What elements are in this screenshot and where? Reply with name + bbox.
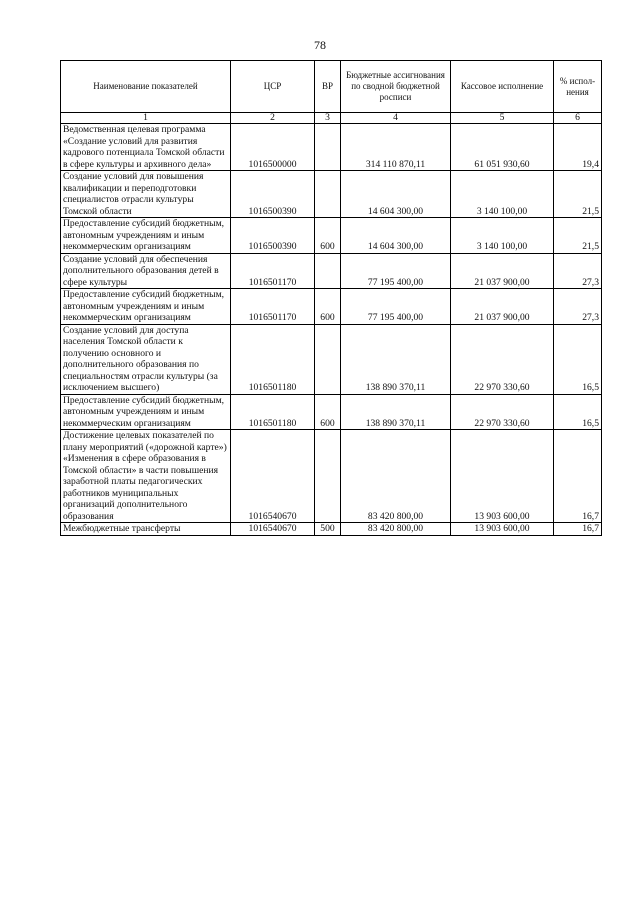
column-number: 2: [231, 113, 315, 124]
row-execution-cell: 21 037 900,00: [451, 253, 554, 289]
column-number: 6: [554, 113, 602, 124]
budget-execution-table: [60, 60, 602, 536]
table-row: [61, 289, 602, 325]
header-name: Наименование показателей: [61, 61, 231, 113]
row-vr-cell: [315, 253, 341, 289]
table-row: [61, 124, 602, 171]
row-name-cell: Ведомственная целевая программа «Создание условий для развития кадрового потенциала Томской области в сфере культуры и архивного дела»: [61, 124, 231, 171]
row-allocations-cell: 83 420 800,00: [341, 523, 451, 536]
row-name-cell: Достижение целевых показателей по плану мероприятий («дорожной карте») «Изменения в сфере образования в Томской области» в части повышения заработной платы педагогических работников муниципальных организаций дополнительного образования: [61, 430, 231, 523]
row-allocations-cell: 77 195 400,00: [341, 289, 451, 325]
row-vr-cell: [315, 171, 341, 218]
row-percent-cell: 16,5: [554, 324, 602, 394]
row-execution-cell: 22 970 330,60: [451, 394, 554, 430]
row-percent-cell: 16,7: [554, 523, 602, 536]
row-name-cell: Предоставление субсидий бюджетным, автономным учреждениям и иным некоммерческим организациям: [61, 289, 231, 325]
column-number-row: [61, 113, 602, 124]
column-number: 1: [61, 113, 231, 124]
row-name-cell: Создание условий для обеспечения дополнительного образования детей в сфере культуры: [61, 253, 231, 289]
row-percent-cell: 21,5: [554, 218, 602, 254]
header-vr: ВР: [315, 61, 341, 113]
row-allocations-cell: 77 195 400,00: [341, 253, 451, 289]
table-row: [61, 324, 602, 394]
column-number: 3: [315, 113, 341, 124]
row-vr-cell: [315, 124, 341, 171]
row-execution-cell: 22 970 330,60: [451, 324, 554, 394]
row-allocations-cell: 314 110 870,11: [341, 124, 451, 171]
row-allocations-cell: 138 890 370,11: [341, 394, 451, 430]
table-header-row: [61, 61, 602, 113]
row-vr-cell: [315, 430, 341, 523]
row-vr-cell: [315, 324, 341, 394]
row-allocations-cell: 138 890 370,11: [341, 324, 451, 394]
table-body: [61, 113, 602, 536]
row-percent-cell: 16,7: [554, 430, 602, 523]
row-execution-cell: 21 037 900,00: [451, 289, 554, 325]
row-allocations-cell: 83 420 800,00: [341, 430, 451, 523]
row-name-cell: Межбюджетные трансферты: [61, 523, 231, 536]
row-name-cell: Предоставление субсидий бюджетным, автономным учреждениям и иным некоммерческим организациям: [61, 218, 231, 254]
row-csr-cell: 1016500390: [231, 218, 315, 254]
row-percent-cell: 19,4: [554, 124, 602, 171]
row-name-cell: Создание условий для повышения квалификации и переподготовки специалистов отрасли культуры Томской области: [61, 171, 231, 218]
row-csr-cell: 1016501170: [231, 253, 315, 289]
row-execution-cell: 13 903 600,00: [451, 430, 554, 523]
row-csr-cell: 1016501180: [231, 324, 315, 394]
row-name-cell: Предоставление субсидий бюджетным, автономным учреждениям и иным некоммерческим организациям: [61, 394, 231, 430]
page-number: 78: [314, 38, 326, 52]
row-vr-cell: 600: [315, 394, 341, 430]
table-row: [61, 218, 602, 254]
table-row: [61, 171, 602, 218]
row-csr-cell: 1016500390: [231, 171, 315, 218]
row-percent-cell: 27,3: [554, 289, 602, 325]
header-percent: % испол-нения: [554, 61, 602, 113]
row-execution-cell: 61 051 930,60: [451, 124, 554, 171]
table-row: [61, 430, 602, 523]
column-number: 4: [341, 113, 451, 124]
row-percent-cell: 27,3: [554, 253, 602, 289]
header-csr: ЦСР: [231, 61, 315, 113]
row-percent-cell: 16,5: [554, 394, 602, 430]
header-allocations: Бюджетные ассигнования по сводной бюджетной росписи: [341, 61, 451, 113]
row-execution-cell: 3 140 100,00: [451, 218, 554, 254]
table-row: [61, 394, 602, 430]
row-execution-cell: 13 903 600,00: [451, 523, 554, 536]
row-percent-cell: 21,5: [554, 171, 602, 218]
table-row: [61, 253, 602, 289]
table-row: [61, 523, 602, 536]
row-vr-cell: 500: [315, 523, 341, 536]
row-csr-cell: 1016501170: [231, 289, 315, 325]
row-allocations-cell: 14 604 300,00: [341, 218, 451, 254]
row-execution-cell: 3 140 100,00: [451, 171, 554, 218]
row-allocations-cell: 14 604 300,00: [341, 171, 451, 218]
row-csr-cell: 1016500000: [231, 124, 315, 171]
row-csr-cell: 1016540670: [231, 523, 315, 536]
row-csr-cell: 1016501180: [231, 394, 315, 430]
row-csr-cell: 1016540670: [231, 430, 315, 523]
column-number: 5: [451, 113, 554, 124]
header-execution: Кассовое исполнение: [451, 61, 554, 113]
row-vr-cell: 600: [315, 218, 341, 254]
row-name-cell: Создание условий для доступа населения Томской области к получению основного и дополнительного образования по специальностям отрасли культуры (за исключением высшего): [61, 324, 231, 394]
row-vr-cell: 600: [315, 289, 341, 325]
